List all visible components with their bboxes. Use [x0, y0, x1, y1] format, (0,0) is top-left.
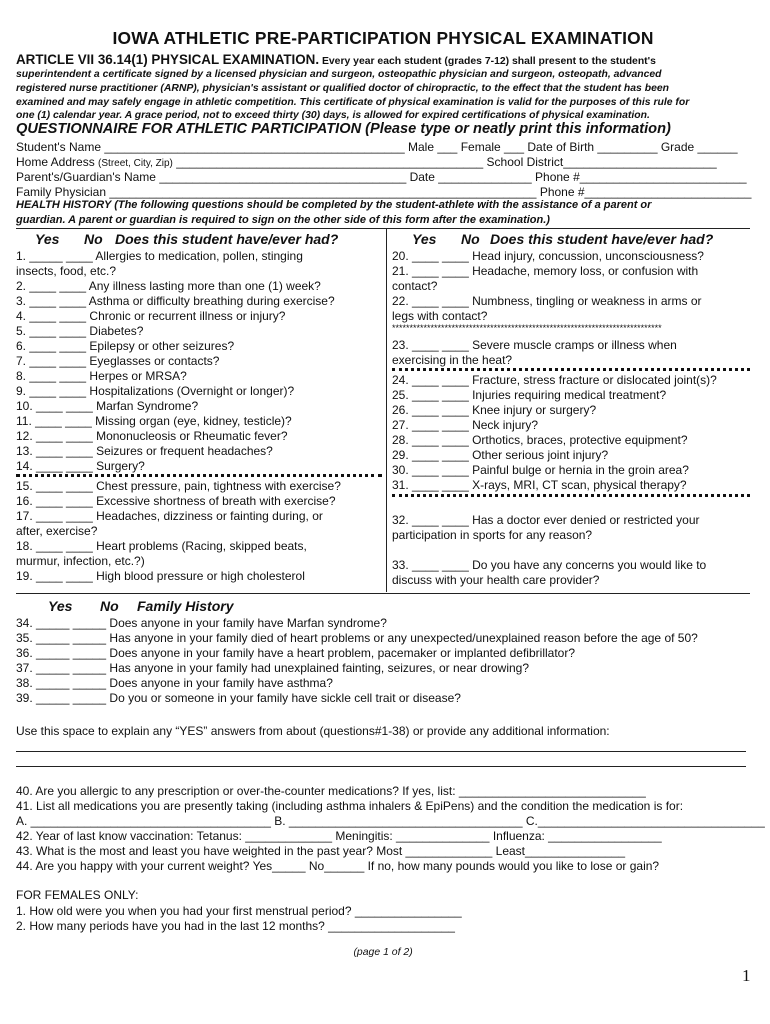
right-yes-header: Yes — [412, 231, 437, 247]
question-item[interactable]: 19. ____ ____ High blood pressure or high cholesterol — [16, 569, 305, 583]
question-item-cont: contact? — [392, 279, 438, 293]
question-item-cont: participation in sports for any reason? — [392, 528, 593, 542]
article-heading-line — [16, 52, 656, 67]
address-rest: ______________________________________________ School District_______________________ — [172, 155, 717, 169]
question-item-cont: exercising in the heat? — [392, 353, 513, 367]
medications-question: 41. List all medications you are presently taking (including asthma inhalers & EpiPens) and the condition the medication is for: — [16, 799, 684, 813]
explain-line[interactable] — [16, 751, 746, 752]
page-title: IOWA ATHLETIC PRE-PARTICIPATION PHYSICAL EXAMINATION — [112, 28, 654, 48]
dotted-separator — [16, 474, 382, 477]
question-item[interactable]: 3. ____ ____ Asthma or difficulty breathing during exercise? — [16, 294, 335, 308]
page-footer: (page 1 of 2) — [353, 946, 413, 958]
question-item[interactable]: 22. ____ ____ Numbness, tingling or weakness in arms or — [392, 294, 702, 308]
family-history-header: Family History — [137, 598, 234, 614]
left-no-header: No — [84, 231, 103, 247]
question-item-cont: legs with contact? — [392, 309, 488, 323]
question-item[interactable]: 4. ____ ____ Chronic or recurrent illness or injury? — [16, 309, 286, 323]
address-label: Home Address — [16, 155, 99, 169]
question-item[interactable]: 17. ____ ____ Headaches, dizziness or fainting during, or — [16, 509, 323, 523]
question-item[interactable]: 6. ____ ____ Epilepsy or other seizures? — [16, 339, 235, 353]
question-item-cont: insects, food, etc.? — [16, 264, 117, 278]
left-yes-header: Yes — [35, 231, 60, 247]
question-item[interactable]: 21. ____ ____ Headache, memory loss, or confusion with — [392, 264, 699, 278]
family-question[interactable]: 37. _____ _____ Has anyone in your family had unexplained fainting, seizures, or near drowing? — [16, 661, 529, 675]
question-item[interactable]: 20. ____ ____ Head injury, concussion, unconsciousness? — [392, 249, 704, 263]
explain-line[interactable] — [16, 766, 746, 767]
question-item-cont: murmur, infection, etc.?) — [16, 554, 145, 568]
column-divider — [386, 228, 387, 592]
question-item[interactable]: 5. ____ ____ Diabetes? — [16, 324, 144, 338]
address-hint: (Street, City, Zip) — [98, 158, 173, 169]
question-item[interactable]: 33. ____ ____ Do you have any concerns you would like to — [392, 558, 707, 572]
explain-instructions: Use this space to explain any “YES” answers from about (questions#1-38) or provide any additional information: — [16, 724, 610, 738]
medications-fields[interactable]: A. ____________________________________ B. ___________________________________ C.__________________________________ — [16, 814, 765, 828]
question-item[interactable]: 1. _____ ____ Allergies to medication, pollen, stinging — [16, 249, 303, 263]
question-item[interactable]: 10. ____ ____ Marfan Syndrome? — [16, 399, 199, 413]
article-line: examined and may safely engage in athletic competition. This certificate of physical examination is valid for the purposes of this rule for — [16, 97, 690, 108]
address-field[interactable] — [16, 155, 717, 169]
question-item[interactable]: 14. ____ ____ Surgery? — [16, 459, 145, 473]
question-item[interactable]: 15. ____ ____ Chest pressure, pain, tightness with exercise? — [16, 479, 341, 493]
student-info-field[interactable]: Student's Name _____________________________________________ Male ___ Female ___ Date of Birth _________ Grade ______ — [16, 140, 738, 154]
family-question[interactable]: 39. _____ _____ Do you or someone in your family have sickle cell trait or disease? — [16, 691, 461, 705]
weight-happy-question[interactable]: 44. Are you happy with your current weight? Yes_____ No______ If no, how many pounds would you like to lose or gain? — [16, 859, 660, 873]
family-question[interactable]: 36. _____ _____ Does anyone in your family have a heart problem, pacemaker or implanted defibrillator? — [16, 646, 575, 660]
vaccination-fields[interactable]: 42. Year of last know vaccination: Tetanus: _____________ Meningitis: ______________ Influenza: _________________ — [16, 829, 662, 843]
family-question[interactable]: 35. _____ _____ Has anyone in your family died of heart problems or any unexpected/unexplained reason before the age of 50? — [16, 631, 698, 645]
family-question[interactable]: 38. _____ _____ Does anyone in your family have asthma? — [16, 676, 333, 690]
section-divider — [16, 228, 750, 229]
left-question-header: Does this student have/ever had? — [115, 231, 339, 247]
question-item[interactable]: 8. ____ ____ Herpes or MRSA? — [16, 369, 187, 383]
article-lead: Every year each student (grades 7-12) shall present to the student's — [319, 56, 656, 67]
question-item[interactable]: 18. ____ ____ Heart problems (Racing, skipped beats, — [16, 539, 307, 553]
question-item[interactable]: 30. ____ ____ Painful bulge or hernia in the groin area? — [392, 463, 689, 477]
health-history-line: HEALTH HISTORY (The following questions should be completed by the student-athlete with the assistance of a parent or — [16, 199, 652, 211]
females-heading: FOR FEMALES ONLY: — [16, 888, 139, 902]
question-item[interactable]: 25. ____ ____ Injuries requiring medical treatment? — [392, 388, 667, 402]
females-question-1[interactable]: 1. How old were you when you had your first menstrual period? ________________ — [16, 904, 462, 918]
family-question[interactable]: 34. _____ _____ Does anyone in your family have Marfan syndrome? — [16, 616, 387, 630]
health-history-line: guardian. A parent or guardian is required to sign on the other side of this form after the examination.) — [16, 214, 550, 226]
dotted-separator — [392, 368, 750, 371]
question-item[interactable]: 24. ____ ____ Fracture, stress fracture or dislocated joint(s)? — [392, 373, 717, 387]
right-question-header: Does this student have/ever had? — [490, 231, 714, 247]
right-no-header: No — [461, 231, 480, 247]
page-number: 1 — [742, 966, 751, 985]
question-item[interactable]: 29. ____ ____ Other serious joint injury? — [392, 448, 609, 462]
weight-range-fields[interactable]: 43. What is the most and least you have weighted in the past year? Most _____________ Least_______________ — [16, 844, 626, 858]
question-item[interactable]: 12. ____ ____ Mononucleosis or Rheumatic fever? — [16, 429, 288, 443]
females-question-2[interactable]: 2. How many periods have you had in the last 12 months? ___________________ — [16, 919, 455, 933]
question-item-cont: after, exercise? — [16, 524, 98, 538]
article-line: one (1) calendar year. A grace period, not to exceed thirty (30) days, is allowed for expired certifications of physical examination. — [16, 110, 650, 121]
physician-field[interactable]: Family Physician ________________________________________________________________ Phone #_________________________ — [16, 185, 752, 199]
dotted-separator — [392, 494, 750, 497]
question-item[interactable]: 11. ____ ____ Missing organ (eye, kidney, testicle)? — [16, 414, 292, 428]
parent-info-field[interactable]: Parent's/Guardian's Name _____________________________________ Date ______________ Phone #_________________________ — [16, 170, 747, 184]
question-item-cont: discuss with your health care provider? — [392, 573, 600, 587]
question-item[interactable]: 26. ____ ____ Knee injury or surgery? — [392, 403, 597, 417]
allergy-question[interactable]: 40. Are you allergic to any prescription or over-the-counter medications? If yes, list: ____________________________ — [16, 784, 646, 798]
family-yes-header: Yes — [48, 598, 73, 614]
question-item[interactable]: 7. ____ ____ Eyeglasses or contacts? — [16, 354, 220, 368]
question-item[interactable]: 16. ____ ____ Excessive shortness of breath with exercise? — [16, 494, 336, 508]
question-item[interactable]: 9. ____ ____ Hospitalizations (Overnight or longer)? — [16, 384, 295, 398]
question-item[interactable]: 32. ____ ____ Has a doctor ever denied or restricted your — [392, 513, 700, 527]
question-item[interactable]: 23. ____ ____ Severe muscle cramps or illness when — [392, 338, 677, 352]
article-heading: ARTICLE VII 36.14(1) PHYSICAL EXAMINATION. — [16, 52, 320, 67]
question-item[interactable]: 13. ____ ____ Seizures or frequent headaches? — [16, 444, 273, 458]
family-no-header: No — [100, 598, 119, 614]
article-line: registered nurse practitioner (ARNP), physician's assistant or qualified doctor of chiropractic, to the effect that the student has been — [16, 83, 669, 94]
article-line: superintendent a certificate signed by a licensed physician and surgeon, osteopathic physician and surgeon, osteopath, advanced — [16, 69, 662, 80]
question-item[interactable]: 31. ____ ____ X-rays, MRI, CT scan, physical therapy? — [392, 478, 687, 492]
section-divider — [16, 593, 750, 594]
question-item[interactable]: 28. ____ ____ Orthotics, braces, protective equipment? — [392, 433, 688, 447]
question-item[interactable]: 2. ____ ____ Any illness lasting more than one (1) week? — [16, 279, 321, 293]
question-item[interactable]: 27. ____ ____ Neck injury? — [392, 418, 539, 432]
questionnaire-heading: QUESTIONNAIRE FOR ATHLETIC PARTICIPATION (Please type or neatly print this information) — [16, 121, 671, 137]
star-separator: ***************************************************************************** — [392, 323, 662, 333]
